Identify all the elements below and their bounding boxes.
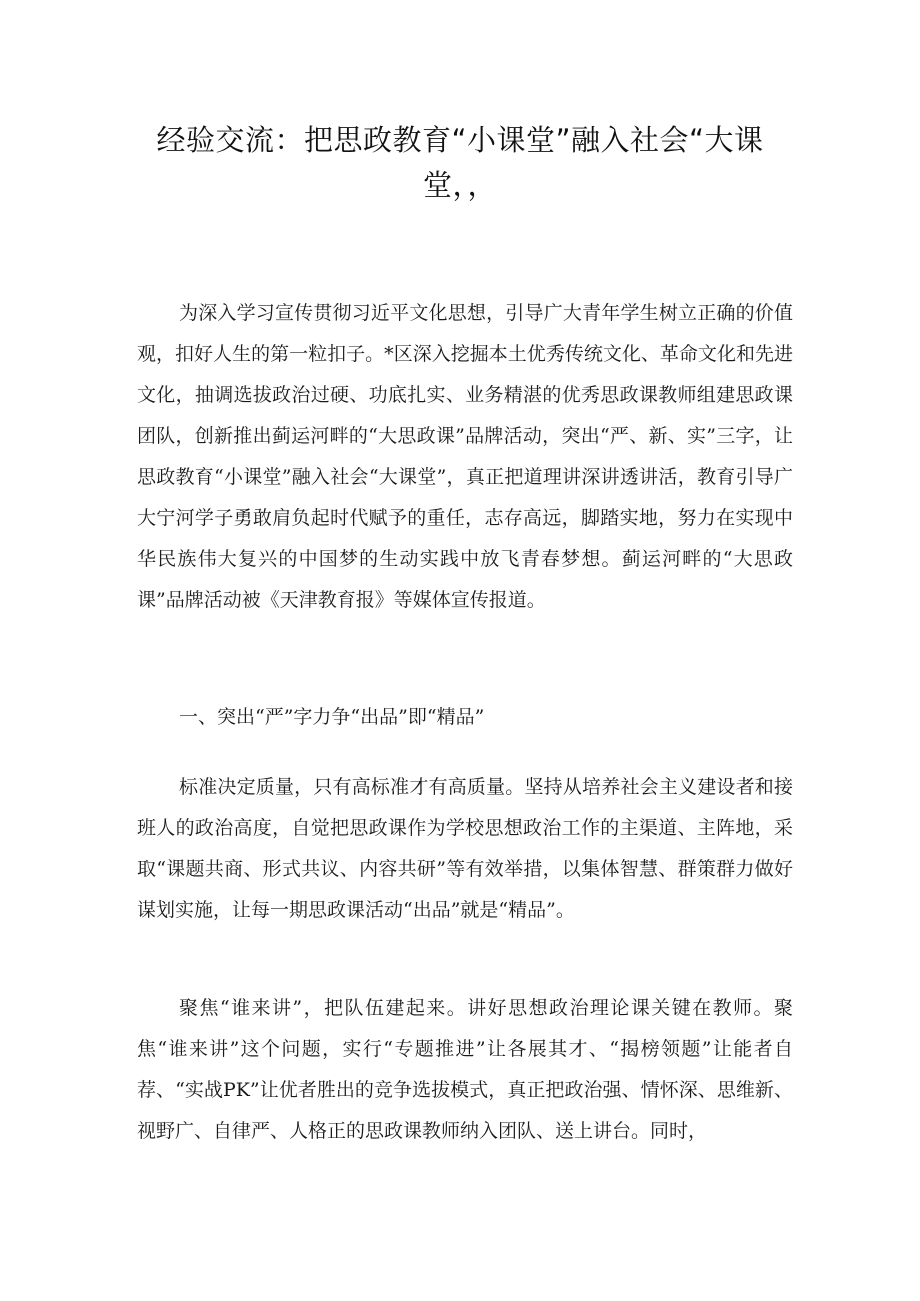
document-title: 经验交流：把思政教育“小课堂”融入社会“大课堂，，: [156, 123, 764, 202]
paragraph-intro: 为深入学习宣传贯彻习近平文化思想，引导广大青年学生树立正确的价值观，扣好人生的第一粒扣子。*区深入挖掘本土优秀传统文化、革命文化和先进文化，抽调选拔政治过硬、功底扎实、业务精湛的优秀思政课教师组建思政课团队，创新推出蓟运河畔的“大思政课”品牌活动，突出“严、新、实”三字，让思政教育“小课堂”融入社会“大课堂”，真正把道理讲深讲透讲活，教育引导广大宁河学子勇敢肩负起时代赋予的重任，志存高远，脚踏实地，努力在实现中华民族伟大复兴的中国梦的生动实践中放飞青春梦想。蓟运河畔的“大思政课”品牌活动被《天津教育报》等媒体宣传报道。: [137, 302, 793, 611]
section-heading-1: 一、突出“严”字力争“出品”即“精品”: [179, 706, 485, 728]
paragraph-who-teaches: 聚焦“谁来讲”，把队伍建起来。讲好思想政治理论课关键在教师。聚焦“谁来讲”这个问题，实行“专题推进”让各展其才、“揭榜领题”让能者自荐、“实战PK”让优者胜出的竞争选拔模式，真正把政治强、情怀深、思维新、视野广、自律严、人格正的思政课教师纳入团队、送上讲台。同时，: [137, 997, 793, 1142]
paragraph-standards: 标准决定质量，只有高标准才有高质量。坚持从培养社会主义建设者和接班人的政治高度，自觉把思政课作为学校思想政治工作的主渠道、主阵地，采取“课题共商、形式共议、内容共研”等有效举措，以集体智慧、群策群力做好谋划实施，让每一期思政课活动“出品”就是“精品”。: [137, 776, 793, 921]
